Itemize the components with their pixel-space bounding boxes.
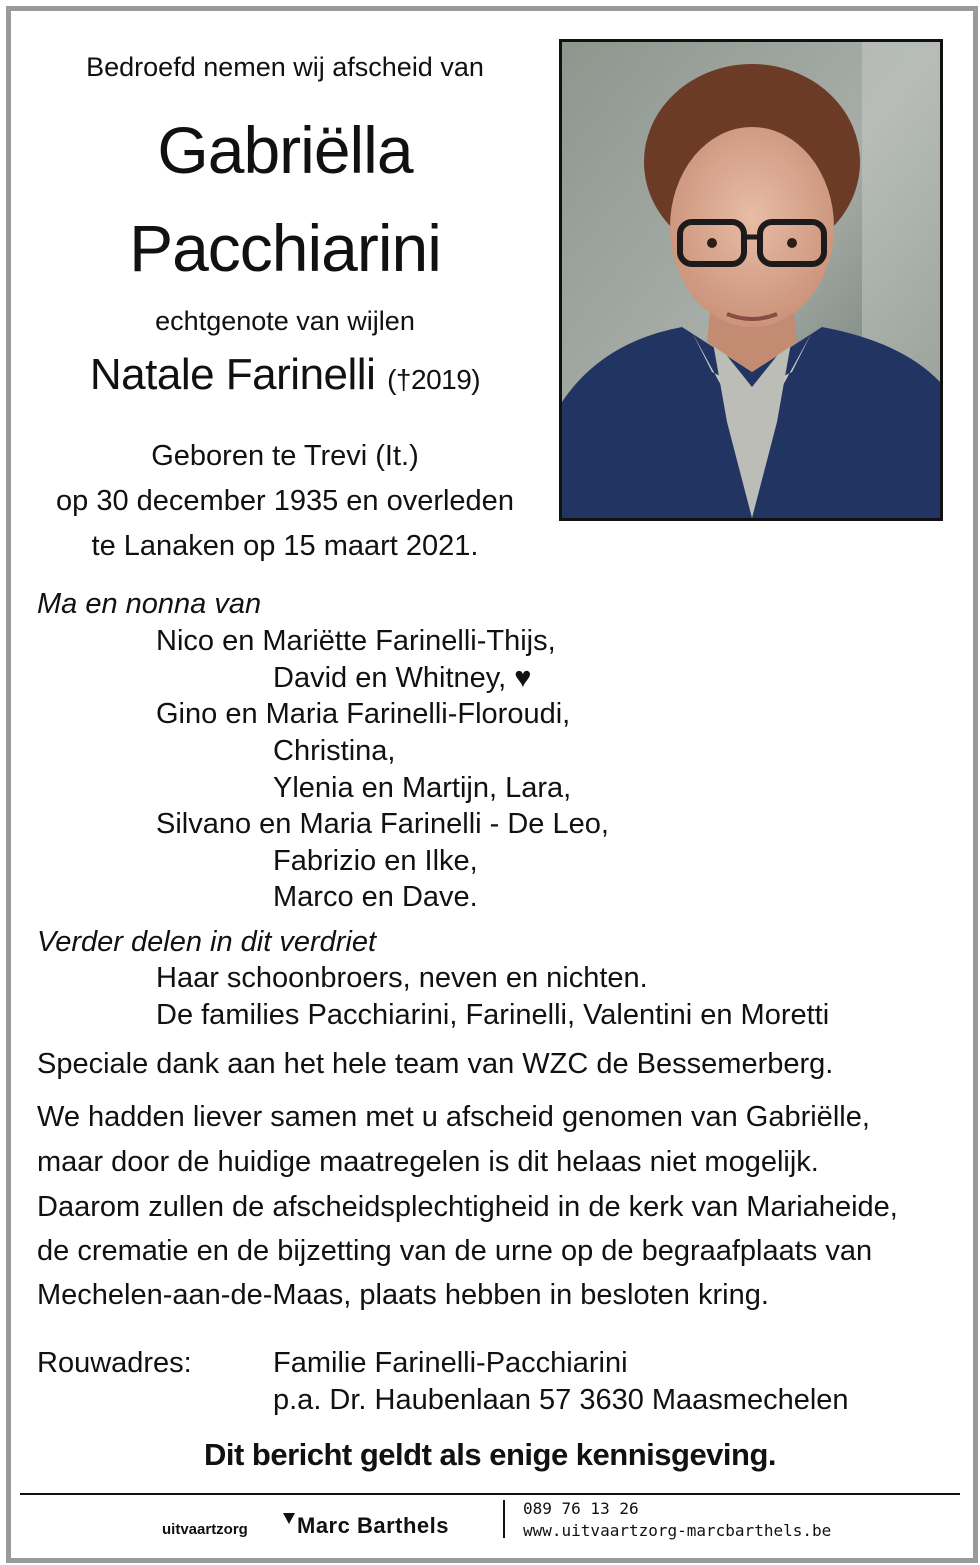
family-line: Gino en Maria Farinelli-Floroudi, [156, 698, 571, 730]
family-line: Ylenia en Martijn, Lara, [273, 772, 572, 804]
birth-line-2: op 30 december 1935 en overleden [56, 485, 514, 517]
family-line: Fabrizio en Ilke, [273, 845, 478, 877]
family-line: David en Whitney, ♥ [273, 662, 532, 694]
message-line: Mechelen-aan-de-Maas, plaats hebben in besloten kring. [37, 1279, 769, 1311]
logo-name: Marc Barthels [297, 1513, 450, 1538]
spouse-death-year: (†2019) [387, 364, 481, 395]
message-line: We hadden liever samen met u afscheid genomen van Gabriëlle, [37, 1101, 870, 1133]
portrait-illustration [562, 42, 940, 518]
birth-line-3: te Lanaken op 15 maart 2021. [91, 530, 479, 562]
phone-number: 089 76 13 26 [523, 1499, 639, 1518]
spouse-line [30, 350, 540, 400]
notice-text: Dit bericht geldt als enige kennisgeving. [203, 1437, 777, 1472]
share-line: Haar schoonbroers, neven en nichten. [156, 962, 648, 994]
message-line: de crematie en de bijzetting van de urne op de begraafplaats van [37, 1235, 873, 1267]
family-line: Marco en Dave. [273, 881, 478, 913]
logo-small-text: uitvaartzorg [162, 1521, 248, 1538]
deceased-last-name: Pacchiarini [129, 211, 441, 285]
share-line: De families Pacchiarini, Farinelli, Valentini en Moretti [156, 999, 830, 1031]
birth-line-1: Geboren te Trevi (It.) [151, 440, 419, 472]
family-line: Nico en Mariëtte Farinelli-Thijs, [156, 625, 556, 657]
website-link[interactable]: www.uitvaartzorg-marcbarthels.be [523, 1521, 832, 1540]
spouse-name: Natale Farinelli [89, 350, 376, 399]
thanks-text: Speciale dank aan het hele team van WZC de Bessemerberg. [37, 1048, 834, 1080]
message-line: maar door de huidige maatregelen is dit helaas niet mogelijk. [37, 1146, 819, 1178]
family-line: Silvano en Maria Farinelli - De Leo, [156, 808, 609, 840]
family-heading: Ma en nonna van [37, 588, 262, 620]
intro-text: Bedroefd nemen wij afscheid van [86, 52, 484, 82]
address-line-1: Familie Farinelli-Pacchiarini [273, 1347, 628, 1379]
spouse-intro: echtgenote van wijlen [155, 306, 415, 336]
deceased-first-name: Gabriëlla [157, 113, 413, 187]
family-line: Christina, [273, 735, 396, 767]
share-heading: Verder delen in dit verdriet [37, 926, 377, 958]
portrait-photo [559, 39, 943, 521]
logo-triangle-icon [283, 1513, 295, 1524]
footer-divider [20, 1493, 960, 1495]
message-line: Daarom zullen de afscheidsplechtigheid in de kerk van Mariaheide, [37, 1191, 898, 1223]
address-line-2: p.a. Dr. Haubenlaan 57 3630 Maasmechelen [273, 1384, 849, 1416]
address-label: Rouwadres: [37, 1347, 192, 1379]
footer-separator [503, 1500, 505, 1538]
